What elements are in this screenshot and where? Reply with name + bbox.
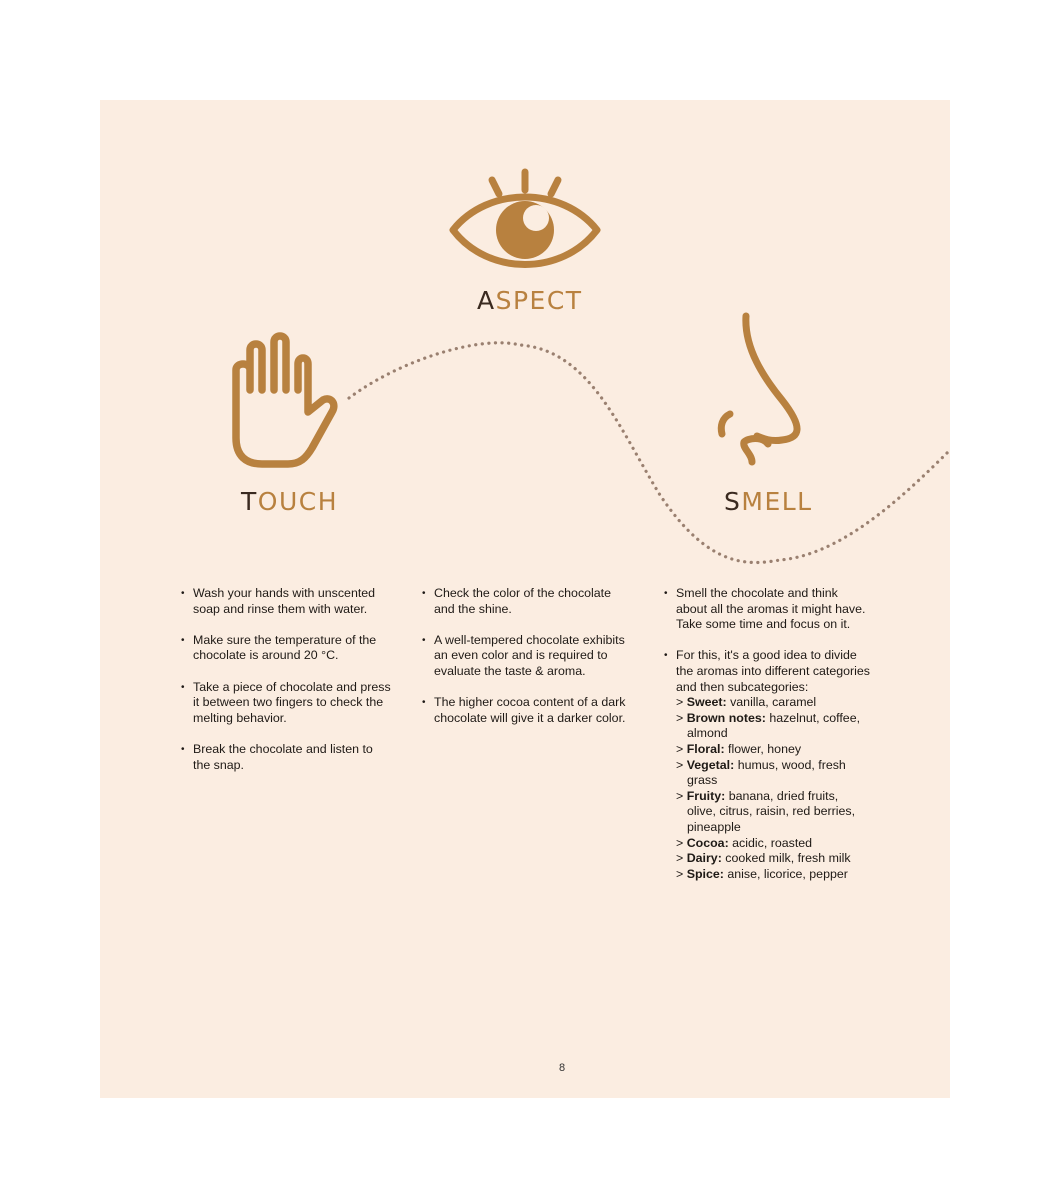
page-number: 8: [558, 1062, 566, 1074]
touch-heading: [241, 487, 338, 516]
aroma-category-name: Fruity:: [686, 788, 726, 803]
aroma-category: > Cocoa: acidic, roasted: [676, 835, 813, 850]
aroma-category-items: hazelnut, coffee, almond: [687, 710, 861, 741]
aroma-category-name: Dairy:: [686, 851, 722, 866]
aroma-category-items: cooked milk, fresh milk: [725, 851, 851, 866]
list-item: • Check the color of the chocolate and the shine.: [422, 586, 632, 617]
list-item: [664, 648, 870, 882]
smell-heading-rest: MELL: [741, 487, 813, 516]
touch-heading-initial: T: [241, 487, 258, 516]
aroma-category: > Fruity: banana, dried fruits, olive, citrus, raisin, red berries, pineapple: [676, 788, 856, 834]
aspect-heading-rest: SPECT: [495, 286, 583, 315]
smell-list: [664, 586, 870, 882]
list-item-text: For this, it's a good idea to divide the aromas into different categories and then subcategories:: [676, 648, 871, 694]
aroma-category-items: anise, licorice, pepper: [727, 866, 848, 881]
aroma-category: > Sweet: vanilla, caramel: [676, 695, 817, 710]
list-item: • Take a piece of chocolate and press it between two fingers to check the melting behavior.: [181, 680, 391, 727]
aroma-category: > Dairy: cooked milk, fresh milk: [676, 851, 851, 866]
aroma-category-items: humus, wood, fresh grass: [687, 757, 846, 788]
aroma-category: > Floral: flower, honey: [676, 741, 802, 756]
aroma-category-name: Sweet:: [686, 695, 727, 710]
eye-icon: [448, 166, 602, 278]
touch-column: [181, 586, 391, 789]
aroma-category-name: Cocoa:: [686, 835, 729, 850]
aspect-heading: [477, 286, 583, 315]
smell-column: [664, 586, 870, 898]
nose-icon: [712, 308, 812, 470]
aroma-category: > Brown notes: hazelnut, coffee, almond: [676, 710, 861, 741]
aroma-category-items: banana, dried fruits, olive, citrus, raisin, red berries, pineapple: [687, 788, 856, 834]
smell-heading: [724, 487, 813, 516]
smell-heading-initial: S: [724, 487, 742, 516]
list-item: • Wash your hands with unscented soap and rinse them with water.: [181, 586, 391, 617]
aroma-category-name: Spice:: [686, 866, 724, 881]
aroma-category-name: Brown notes:: [686, 710, 766, 725]
aspect-list: [422, 586, 632, 726]
aroma-category: > Spice: anise, licorice, pepper: [676, 866, 848, 881]
list-item: • A well-tempered chocolate exhibits an even color and is required to evaluate the taste & aroma.: [422, 633, 632, 680]
aroma-category-items: vanilla, caramel: [730, 695, 817, 710]
aroma-category: > Vegetal: humus, wood, fresh grass: [676, 757, 846, 788]
aroma-category-items: flower, honey: [728, 741, 802, 756]
list-item: • The higher cocoa content of a dark chocolate will give it a darker color.: [422, 695, 632, 726]
aspect-column: [422, 586, 632, 742]
touch-list: [181, 586, 391, 773]
list-item: • Break the chocolate and listen to the snap.: [181, 742, 391, 773]
list-item: • Make sure the temperature of the chocolate is around 20 °C.: [181, 633, 391, 664]
aspect-heading-initial: A: [477, 286, 496, 315]
aroma-category-name: Floral:: [686, 741, 725, 756]
aroma-category-items: acidic, roasted: [732, 835, 813, 850]
list-item: • Smell the chocolate and think about all the aromas it might have. Take some time and focus on it.: [664, 586, 870, 633]
hand-icon: [228, 328, 340, 470]
touch-heading-rest: OUCH: [257, 487, 339, 516]
page: [100, 100, 950, 1098]
aroma-category-name: Vegetal:: [686, 757, 735, 772]
